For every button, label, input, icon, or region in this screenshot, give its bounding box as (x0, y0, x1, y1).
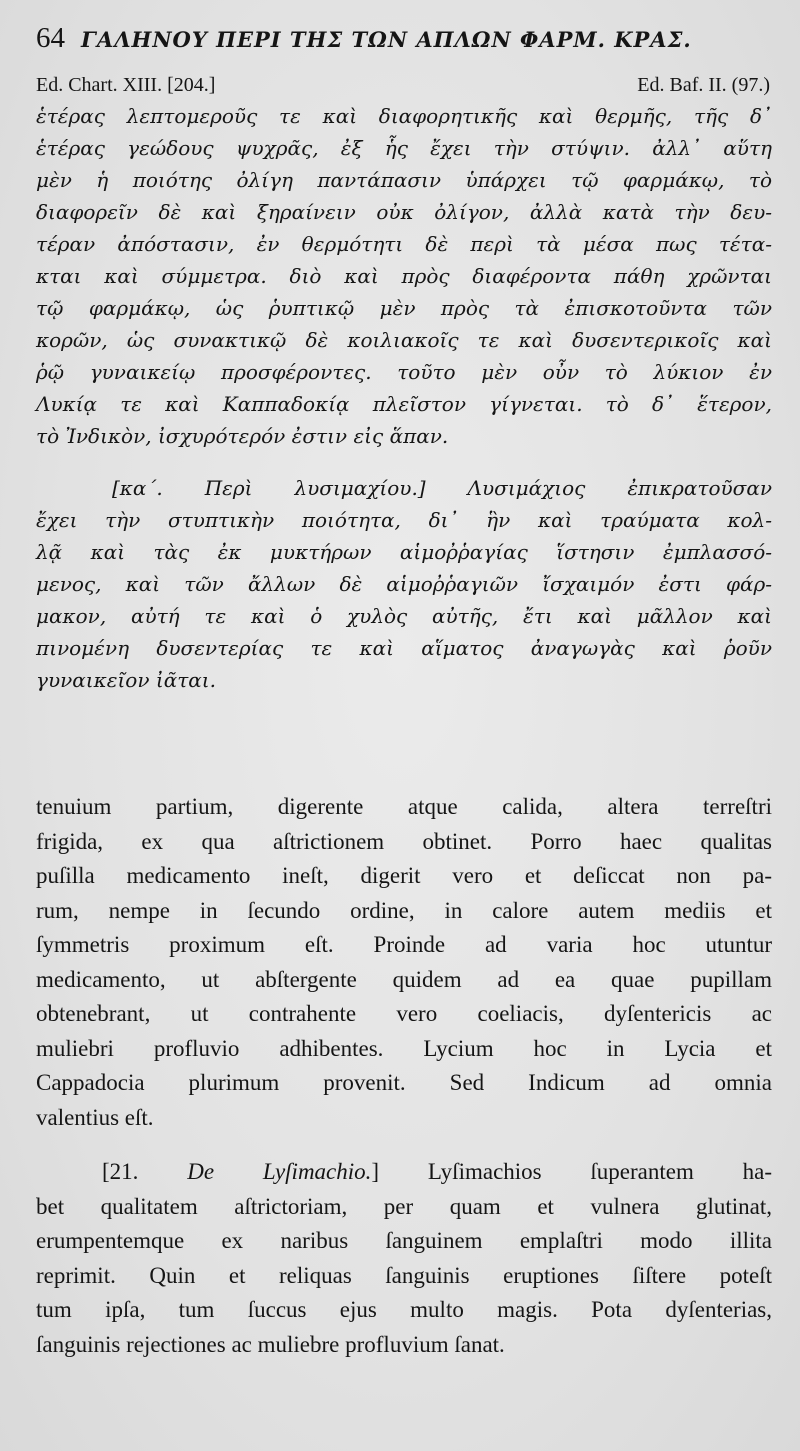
running-title: ΓΑΛΗΝΟΥ ΠΕΡΙ ΤΗΣ ΤΩΝ ΑΠΛΩΝ ΦΑΡΜ. ΚΡΑΣ. (81, 27, 692, 52)
greek-line: τέραν ἀπόστασιν, ἐν θερμότητι δὲ περὶ τὰ μέσα πως τέτα- (36, 232, 772, 256)
edition-references (36, 72, 772, 98)
latin-section-close: ] (371, 1159, 380, 1184)
latin-line: medicamento, ut abſtergente quidem ad ea quae pupillam (36, 966, 772, 992)
greek-line: διαφορεῖν δὲ καὶ ξηραίνειν οὐκ ὀλίγον, ἀλλὰ κατὰ τὴν δευ- (36, 200, 772, 224)
latin-line: reprimit. Quin et reliquas ſanguinis eruptiones ſiſtere poteſt (36, 1262, 772, 1288)
latin-line: erumpentemque ex naribus ſanguinem emplaſtri modo illita (36, 1228, 772, 1253)
latin-paragraph-lysimachio (36, 1155, 772, 1362)
greek-section-heading: [κα΄. Περὶ λυσιμαχίου.] Λυσιμάχιος ἐπικρατοῦσαν (112, 476, 772, 500)
latin-line: valentius eſt. (36, 1104, 154, 1130)
latin-line: ſymmetris proximum eſt. Proinde ad varia hoc utuntur (36, 932, 772, 957)
latin-line: puſilla medicamento ineſt, digerit vero et deſiccat non pa- (36, 863, 772, 888)
latin-line: tenuium partium, digerente atque calida, altera terreſtri (36, 794, 772, 819)
greek-line: τὸ Ἰνδικὸν, ἰσχυρότερόν ἐστιν εἰς ἅπαν. (36, 424, 449, 448)
greek-line: κορῶν, ὡς συνακτικῷ δὲ κοιλιακοῖς τε καὶ δυσεντερικοῖς καὶ (36, 328, 772, 352)
greek-line: μὲν ἡ ποιότης ὀλίγη παντάπασιν ὑπάρχει τῷ φαρμάκῳ, τὸ (36, 168, 772, 192)
latin-line: ſanguinis rejectiones ac muliebre profluvium ſanat. (36, 1331, 505, 1357)
greek-line: ἑτέρας λεπτομεροῦς τε καὶ διαφορητικῆς καὶ θερμῆς, τῆς δ᾽ (36, 104, 772, 128)
greek-line: Λυκίᾳ τε καὶ Καππαδοκίᾳ πλεῖστον γίγνεται. τὸ δ᾽ ἕτερον, (36, 392, 772, 416)
latin-first-line-text: Lyſimachios ſuperantem ha- (427, 1159, 773, 1184)
page-number: 64 (36, 22, 65, 54)
latin-line: bet qualitatem aſtrictoriam, per quam et vulnera glutinat, (36, 1193, 772, 1219)
greek-line: ἑτέρας γεώδους ψυχρᾶς, ἐξ ἧς ἔχει τὴν στύψιν. ἀλλ᾽ αὕτη (36, 136, 772, 160)
edition-chart-reference: Ed. Chart. XIII. [204.] (36, 74, 216, 96)
greek-line: ἔχει τὴν στυπτικὴν ποιότητα, δι᾽ ἣν καὶ τραύματα κολ- (36, 508, 772, 532)
greek-line: μακον, αὐτή τε καὶ ὁ χυλὸς αὐτῆς, ἔτι καὶ μᾶλλον καὶ (36, 604, 772, 628)
greek-line: πινομένη δυσεντερίας τε καὶ αἵματος ἀναγωγὰς καὶ ῥοῦν (36, 636, 772, 660)
latin-line: rum, nempe in ſecundo ordine, in calore autem mediis et (36, 897, 772, 923)
greek-line: κται καὶ σύμμετρα. διὸ καὶ πρὸς διαφέροντα πάθη χρῶνται (36, 264, 772, 288)
greek-paragraph-lysimachio (36, 472, 772, 696)
latin-line (36, 1155, 772, 1190)
edition-basel-reference: Ed. Baf. II. (97.) (637, 74, 770, 96)
greek-line: γυναικεῖον ἰᾶται. (36, 668, 216, 692)
greek-line: λᾷ καὶ τὰς ἐκ μυκτήρων αἱμοῤῥαγίας ἵστησιν ἐμπλασσό- (36, 540, 772, 564)
greek-line: τῷ φαρμάκῳ, ὡς ῥυπτικῷ μὲν πρὸς τὰ ἐπισκοτοῦντα τῶν (36, 296, 772, 320)
latin-paragraph-lycium (36, 790, 772, 1135)
latin-section-open: [21. (102, 1159, 139, 1184)
greek-paragraph-lycium (36, 100, 772, 452)
greek-line (36, 472, 772, 504)
latin-line: tum ipſa, tum ſuccus ejus multo magis. Pota dyſenterias, (36, 1297, 772, 1322)
latin-line: Cappadocia plurimum provenit. Sed Indicum ad omnia (36, 1070, 772, 1095)
latin-line: frigida, ex qua aſtrictionem obtinet. Porro haec qualitas (36, 828, 772, 854)
greek-line: μενος, καὶ τῶν ἄλλων δὲ αἱμοῤῥαγιῶν ἴσχαιμόν ἐστι φάρ- (36, 572, 772, 596)
latin-line: obtenebrant, ut contrahente vero coeliacis, dyſentericis ac (36, 1001, 772, 1026)
greek-line: ῥῷ γυναικείῳ προσφέροντες. τοῦτο μὲν οὖν τὸ λύκιον ἐν (36, 360, 772, 384)
latin-line: muliebri profluvio adhibentes. Lycium hoc in Lycia et (36, 1035, 772, 1061)
latin-section-title: De Lyſimachio. (187, 1159, 372, 1184)
running-head (36, 22, 772, 68)
